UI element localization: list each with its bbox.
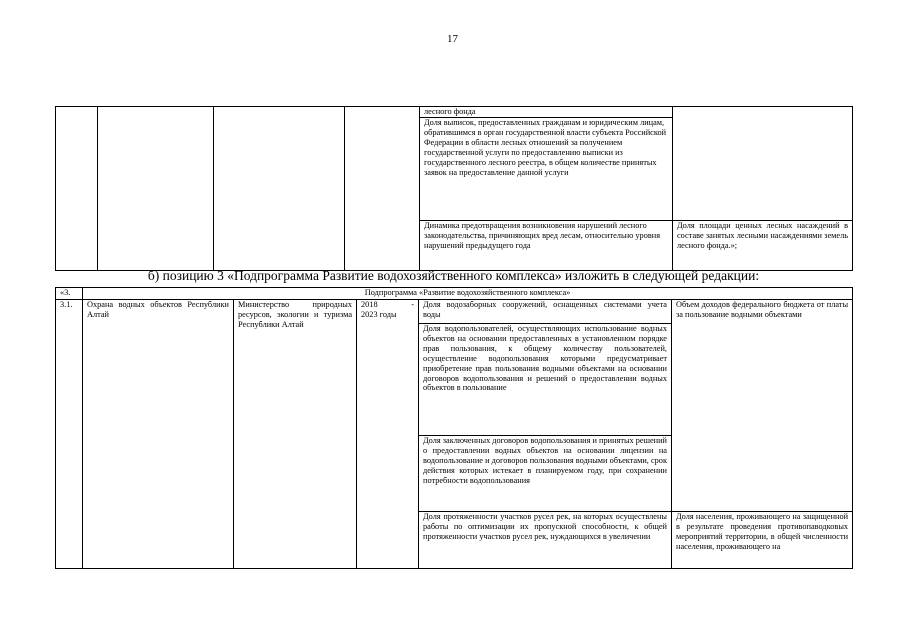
indicator-cell: Доля протяженности участков русел рек, на которых осуществлены работы по оптимизации их пропускной способности, к общей протяженности участков русел рек, нуждающихся в увеличении	[419, 512, 672, 569]
period-end: 2023 годы	[361, 309, 397, 319]
section-heading: б) позицию 3 «Подпрограмма Развитие водохозяйственного комплекса» изложить в следующей редакции:	[147, 268, 760, 283]
subprogram-table	[55, 287, 853, 569]
indicator-cell: лесного фонда	[420, 107, 673, 118]
subprogram-title: Подпрограмма «Развитие водохозяйственного комплекса»	[83, 288, 853, 300]
subprogram-number: «3.	[56, 288, 83, 300]
empty-cell-executor	[214, 107, 345, 271]
indicator-cell: Доля водопользователей, осуществляющих использование водных объектов на основании предоставленных в установленном порядке прав пользования, к общему количеству пользователей, осуществление водопользования которыми предусматривает приобретение прав пользования водными объектами на основании договоров водопользования и решений о предоставлении водных объектов в пользование	[419, 324, 672, 436]
empty-cell-num	[56, 107, 98, 271]
row-number: 3.1.	[56, 300, 83, 569]
period-start: 2018	[361, 300, 378, 309]
result-cell: Объем доходов федерального бюджета от платы за пользование водными объектами	[672, 300, 853, 512]
page-number: 17	[447, 33, 458, 45]
period-dash: -	[411, 300, 414, 309]
period-cell	[357, 300, 419, 569]
indicator-cell: Динамика предотвращения возникновения нарушений лесного законодательства, причиняющих вред лесам, относительно уровня нарушений предыдущего года	[420, 221, 673, 271]
empty-cell-measure	[98, 107, 214, 271]
result-cell: Доля площади ценных лесных насаждений в составе занятых лесными насаждениями земель лесного фонда.»;	[673, 221, 853, 271]
result-cell: Доля населения, проживающего на защищенной в результате проведения противопаводковых мероприятий территории, в общей численности населения, проживающего на	[672, 512, 853, 569]
measure-cell: Охрана водных объектов Республики Алтай	[83, 300, 234, 569]
empty-cell-result	[673, 107, 853, 221]
empty-cell-period	[345, 107, 420, 271]
indicator-cell: Доля заключенных договоров водопользования и принятых решений о предоставлении водных объектов на основании лицензии на водопользование и договоров пользования водными объектами, срок действия которых истекает в планируемом году, при сохранении потребности водопользования	[419, 436, 672, 512]
continuation-table	[55, 106, 853, 271]
indicator-cell: Доля выписок, предоставленных гражданам и юридическим лицам, обратившимся в орган государственной власти субъекта Российской Федерации в области лесных отношений за получением государственной услуги по предоставлению выписки из государственного лесного реестра, в общем количестве принятых заявок на предоставление данной услуги	[420, 118, 673, 221]
executor-cell: Министерство природных ресурсов, экологии и туризма Республики Алтай	[234, 300, 357, 569]
indicator-cell: Доля водозаборных сооружений, оснащенных системами учета воды	[419, 300, 672, 324]
